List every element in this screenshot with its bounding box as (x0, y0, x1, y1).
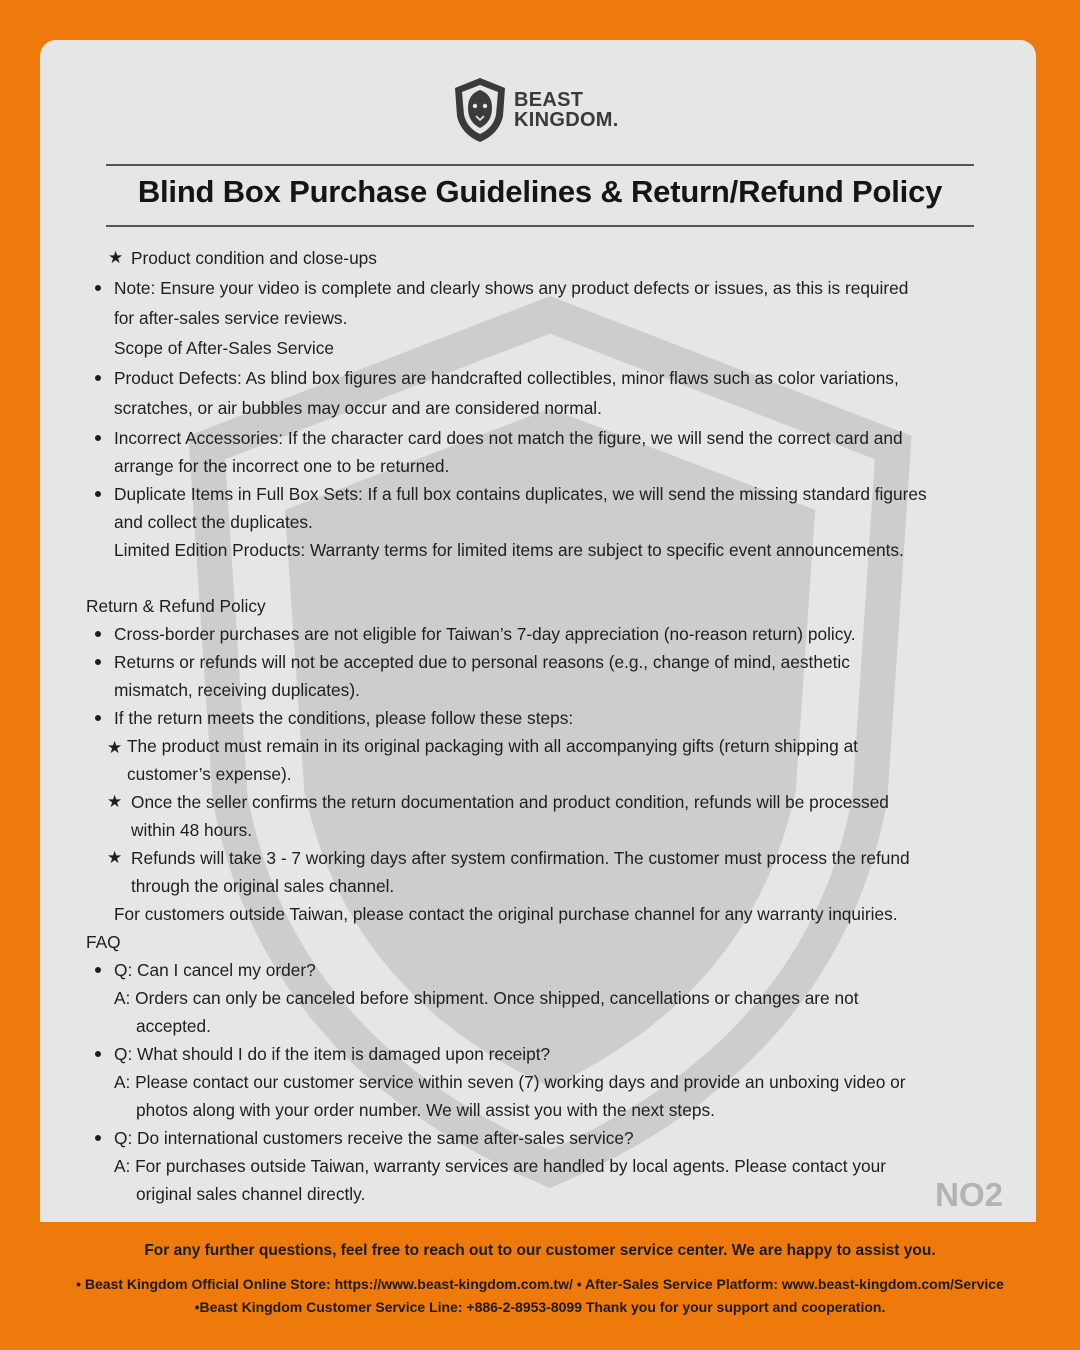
text-line: Cross-border purchases are not eligible for Taiwan’s 7-day appreciation (no-reason return) policy. (114, 624, 856, 644)
faq-question: Q: What should I do if the item is damaged upon receipt? (114, 1044, 551, 1064)
bullet-icon (95, 435, 101, 441)
text-line: Product condition and close-ups (131, 248, 377, 268)
brand-name-line2: KINGDOM. (514, 109, 619, 131)
text-line: Scope of After-Sales Service (114, 338, 334, 358)
footer-contact: •Beast Kingdom Customer Service Line: +886-2-8953-8099 Thank you for your support and cooperation. (194, 1299, 886, 1315)
bullet-icon (95, 659, 101, 665)
text-line: Returns or refunds will not be accepted due to personal reasons (e.g., change of mind, aesthetic (114, 652, 850, 672)
text-line: Note: Ensure your video is complete and clearly shows any product defects or issues, as this is required (114, 278, 909, 298)
text-line: Incorrect Accessories: If the character card does not match the figure, we will send the correct card and (114, 428, 903, 448)
bullet-icon (95, 967, 101, 973)
faq-question: Q: Can I cancel my order? (114, 960, 316, 980)
faq-answer: original sales channel directly. (136, 1184, 366, 1204)
text-line: through the original sales channel. (131, 876, 395, 896)
text-line: Product Defects: As blind box figures are handcrafted collectibles, minor flaws such as color variations, (114, 368, 899, 388)
text-line: scratches, or air bubbles may occur and are considered normal. (114, 398, 602, 418)
text-line: If the return meets the conditions, please follow these steps: (114, 708, 574, 728)
text-line: for after-sales service reviews. (114, 308, 348, 328)
beast-kingdom-logo (452, 76, 508, 144)
section-heading-return: Return & Refund Policy (86, 596, 266, 616)
text-line: Once the seller confirms the return documentation and product condition, refunds will be processed (131, 792, 889, 812)
policy-panel (40, 40, 1036, 1222)
text-line: arrange for the incorrect one to be returned. (114, 456, 450, 476)
page-label: NO2 (935, 1176, 1003, 1213)
faq-answer: A: Please contact our customer service within seven (7) working days and provide an unboxing video or (114, 1072, 906, 1092)
text-line: For customers outside Taiwan, please contact the original purchase channel for any warranty inquiries. (114, 904, 898, 924)
faq-question: Q: Do international customers receive the same after-sales service? (114, 1128, 634, 1148)
title-rule-bottom (106, 225, 974, 227)
faq-answer: accepted. (136, 1016, 211, 1036)
bullet-icon (95, 1051, 101, 1057)
text-line: customer’s expense). (127, 764, 292, 784)
brand-name-line1: BEAST (514, 89, 584, 111)
footer-links: • Beast Kingdom Official Online Store: https://www.beast-kingdom.com.tw/ • After-Sales Service Platform: www.beast-kingdom.com/Service (76, 1276, 1004, 1292)
bullet-icon (95, 285, 101, 291)
star-icon: ★ (107, 792, 123, 811)
text-line: within 48 hours. (131, 820, 253, 840)
page-title: Blind Box Purchase Guidelines & Return/Refund Policy (137, 174, 943, 209)
star-icon: ★ (108, 248, 124, 267)
text-line: Limited Edition Products: Warranty terms for limited items are subject to specific event announcements. (114, 540, 904, 560)
faq-answer: A: Orders can only be canceled before shipment. Once shipped, cancellations or changes are not (114, 988, 859, 1008)
footer-message: For any further questions, feel free to reach out to our customer service center. We are happy to assist you. (144, 1242, 936, 1259)
section-heading-faq: FAQ (86, 932, 121, 952)
text-line: mismatch, receiving duplicates). (114, 680, 360, 700)
star-icon: ★ (107, 738, 123, 757)
title-rule-top (106, 164, 974, 166)
bullet-icon (95, 1135, 101, 1141)
bullet-icon (95, 631, 101, 637)
star-icon: ★ (107, 848, 123, 867)
bullet-icon (95, 715, 101, 721)
bullet-icon (95, 491, 101, 497)
text-line: and collect the duplicates. (114, 512, 313, 532)
brand-logo (452, 76, 619, 144)
bullet-icon (95, 375, 101, 381)
faq-answer: A: For purchases outside Taiwan, warranty services are handled by local agents. Please contact your (114, 1156, 886, 1176)
text-line: The product must remain in its original packaging with all accompanying gifts (return shipping at (127, 736, 858, 756)
text-line: Refunds will take 3 - 7 working days after system confirmation. The customer must process the refund (131, 848, 910, 868)
faq-answer: photos along with your order number. We will assist you with the next steps. (136, 1100, 715, 1120)
text-line: Duplicate Items in Full Box Sets: If a full box contains duplicates, we will send the missing standard figures (114, 484, 927, 504)
